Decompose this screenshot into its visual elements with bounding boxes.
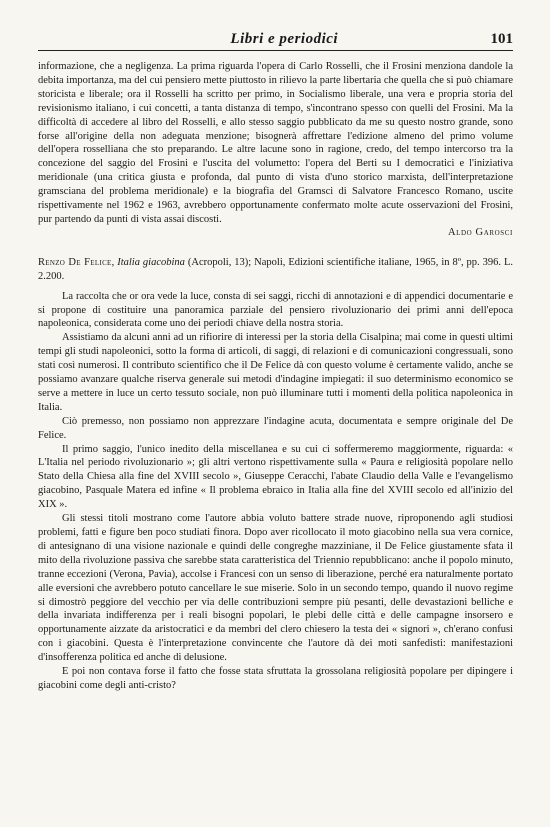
review-paragraph: E poi non contava forse il fatto che fosse stata sfruttata la grossolana religiosità popolare per dipingere i giacobini come degli anti-cristo? <box>38 666 513 691</box>
review-de-felice <box>38 256 513 693</box>
review-paragraph: Assistiamo da alcuni anni ad un rifiorire di interessi per la storia della Cisalpina; mai come in questi ultimi tempi gli studi napoleonici, sotto la forma di articoli, di saggi, di relazioni e di comunicazioni congressuali, sono stati così numerosi. Il contributo scientifico che il De Felice dà con questo volume è certamente valido, anche se possiamo avanzare qualche riserva generale sui metodi d'indagine impiegati: il suo determinismo economico se serve a mettere in luce un certo tessuto sociale, non può illuminare tutti i momenti della politica napoleonica in Italia. <box>38 332 513 413</box>
page-number: 101 <box>490 31 513 47</box>
bibliographic-entry: Renzo De Felice, Italia giacobina (Acropoli, 13); Napoli, Edizioni scientifiche italiane, 1965, in 8º, pp. 396. L. 2.200. <box>38 256 513 282</box>
review-signature: Aldo Garosci <box>447 226 513 238</box>
review-garosci <box>38 60 513 240</box>
review-paragraph: informazione, che a negligenza. La prima riguarda l'opera di Carlo Rosselli, che il Frosini menziona dandole la debita importanza, ma del cui pensiero mette piuttosto in rilievo la parte libertaria che quella che si può chiamare storicista e liberale; ora il Rosselli ha scritto per primo, in Socialismo liberale, una vera e propria storia del revisionismo italiano, i cui concetti, a tanta distanza di tempo, s'incontrano spesso con quelli del Frosini. Ma la difficoltà di accedere al libro del Rosselli, e allo stesso saggio pubblicato da me su questo nostro grande, sono forse all'origine della non adeguata menzione; bisognerà affrettare l'edizione almeno del primo volume dell'opera rosselliana che sto preparando. Le altre lacune sono in ragione, credo, del tempo intercorso tra la concezione del saggio del Frosini e l'uscita del volumetto: l'opera del Berti su I democratici e l'iniziativa meridionale (una critica giusta e profonda, dal punto di vista d'uno storico marxista, dell'interpretazione gramsciana del problema meridionale) e la biografia del Gramsci di Salvatore Francesco Romano, uscite rispettivamente nel 1962 e 1963, avrebbero opportunamente confermato molte acute osservazioni del Frosini, pur partendo da punti di vista assai discosti. <box>38 61 513 225</box>
book-citation: (Acropoli, 13); Napoli, Edizioni scientifiche italiane, 1965, in 8º, pp. 396. L. 2.200. <box>38 256 513 282</box>
review-paragraph: Gli stessi titoli mostrano come l'autore abbia voluto battere strade nuove, riproponendo agli studiosi problemi, fatti e figure ben poco studiati finora. Dopo aver ricollocato il moto giacobino nella sua vera cornice, di antesignano di una visione nazionale e quindi delle congreghe mazziniane, il De Felice giustamente sfata il mito della rivoluzione passiva che sarebbe stata caratteristica del Triennio repubblicano: anche il popolo minuto, tranne eccezioni (Verona, Pavia), accolse i Francesi con un senso di liberazione, perché era naturalmente portato alle eversioni che avrebbero potuto cancellare le sue miserie. Solo in un secondo tempo, quando il nuovo regime si dimostrò peggiore del vecchio per via delle contribuzioni sempre più pesanti, delle devastazioni belliche e della invariata indifferenza per i reali bisogni popolari, le plebi delle città e delle campagne insorsero e opportunamente aizzate da aristocratici e da membri del clero chiesero la testa dei « signori », ch'erano confusi con i giacobini. Questa è l'interpretazione convincente che l'autore dà dei moti sanfedisti: manifestazioni d'insofferenza politica ed anche di delusione. <box>38 513 513 664</box>
review-paragraph: Ciò premesso, non possiamo non apprezzare l'indagine acuta, documentata e sempre originale del De Felice. <box>38 415 513 441</box>
book-author: Renzo De Felice <box>38 256 112 268</box>
review-paragraph: La raccolta che or ora vede la luce, consta di sei saggi, ricchi di annotazioni e di appendici documentarie e si propone di costituire una panoramica parziale del pensiero rivoluzionario dei primi anni dell'epoca napoleonica, considerata come uno dei periodi chiave della nostra storia. <box>38 290 513 330</box>
book-title: Italia giacobina <box>117 256 185 268</box>
page-body <box>38 60 513 693</box>
running-title: Libri e periodici <box>230 31 339 47</box>
header-rule <box>38 50 513 51</box>
review-paragraph: Il primo saggio, l'unico inedito della miscellanea e su cui ci soffermeremo maggiormente, riguarda: « L'Italia nel periodo rivoluzionario »; gli altri vertono rispettivamente sulla « Paura e religiosità popolare nello Stato della Chiesa alla fine del XVIII secolo », Giuseppe Ceracchi, l'abate Claudio della Valle e l'evangelismo giacobino, Pasquale Matera ed infine « Il problema ebraico in Italia alla fine del XVIII secolo ed all'inizio del XIX ». <box>38 443 513 511</box>
running-header <box>38 24 513 48</box>
